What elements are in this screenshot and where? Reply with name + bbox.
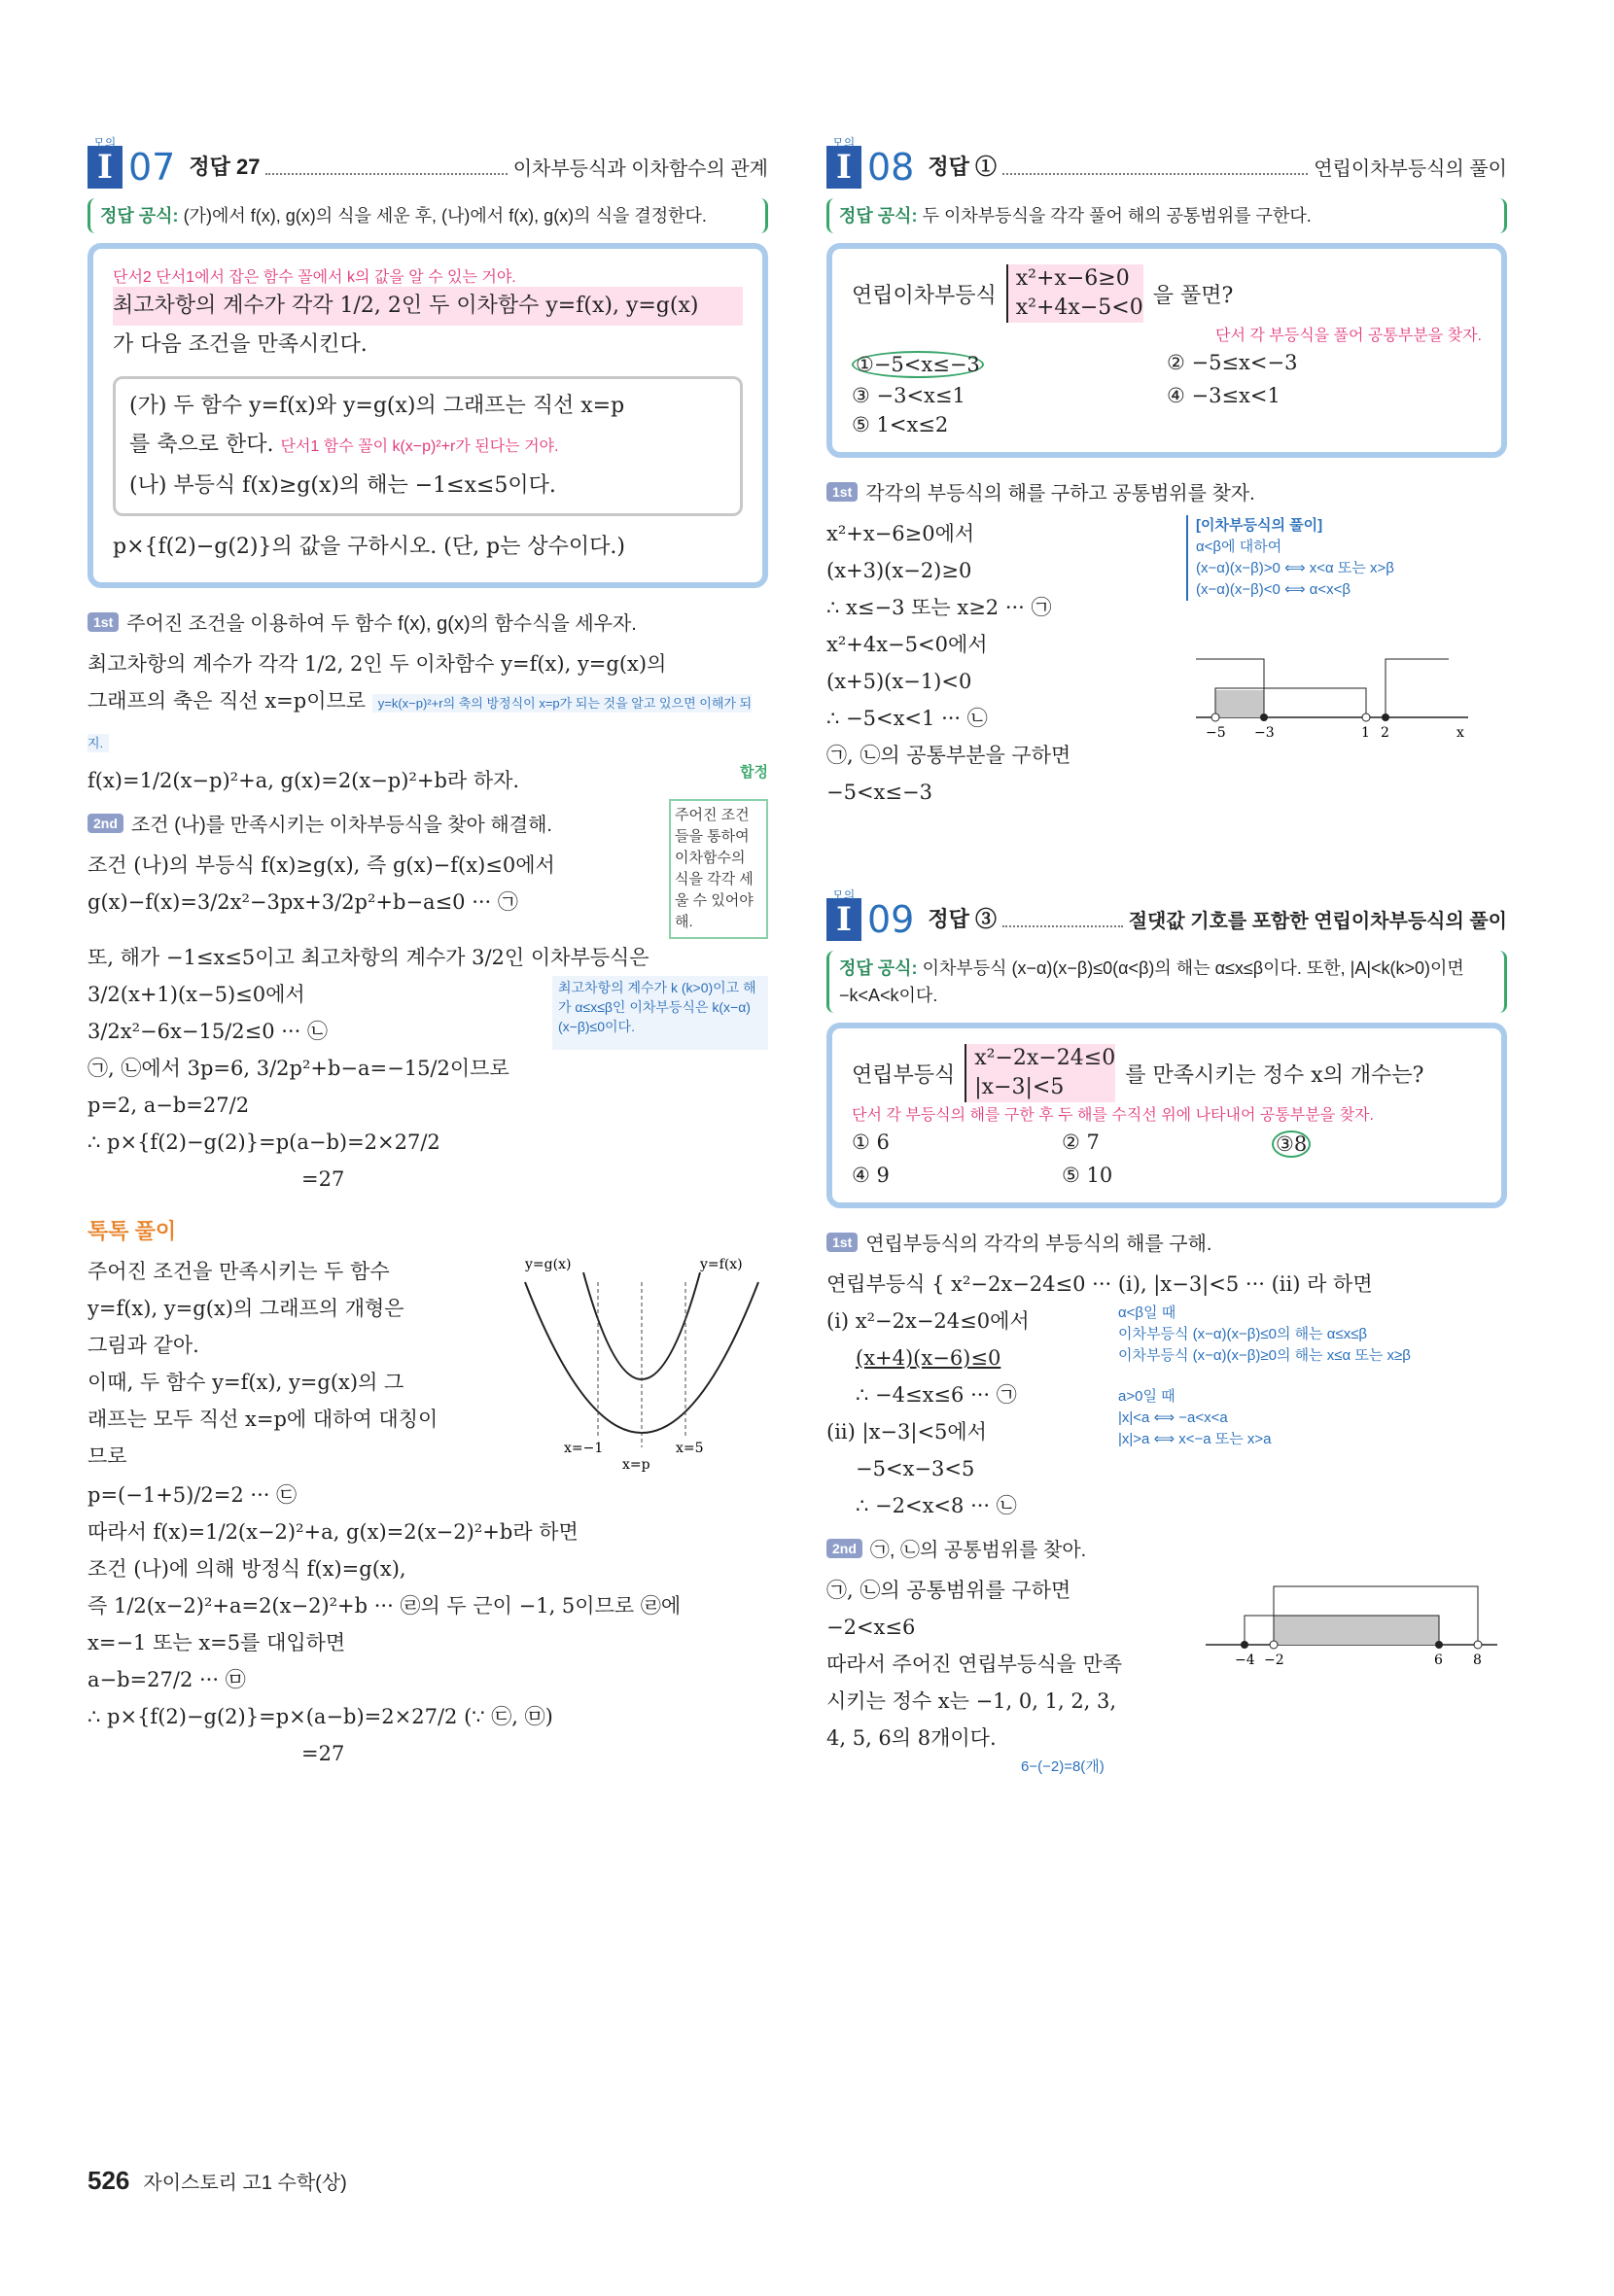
step-title: ㉠, ㉡의 공통범위를 찾아. [869, 1540, 1087, 1561]
solution-line: ∴ −4≤x≤6 ··· ㉠ [856, 1383, 1017, 1407]
step-1 [88, 608, 768, 636]
toktok-line: 따라서 f(x)=1/2(x−2)²+a, g(x)=2(x−2)²+b라 하면 [88, 1520, 579, 1544]
step-badge: 2nd [826, 1539, 862, 1558]
solution-line: ㉠, ㉡의 공통범위를 구하면 [826, 1579, 1071, 1602]
note-1 [1118, 1303, 1507, 1367]
number-line-08 [1186, 640, 1478, 747]
problem-08 [826, 136, 1507, 811]
solution-line: 그래프의 축은 직선 x=p이므로 [88, 689, 367, 713]
toktok-line: 주어진 조건을 만족시키는 두 함수 [88, 1260, 390, 1283]
point-m2 [1270, 1641, 1278, 1649]
graph-label-f: y=f(x) [700, 1257, 743, 1272]
choice-2[interactable]: ② −5≤x<−3 [1167, 351, 1298, 374]
toktok-line: 이때, 두 함수 y=f(x), y=g(x)의 그 [88, 1371, 404, 1394]
solution-line: f(x)=1/2(x−p)²+a, g(x)=2(x−p)²+b라 하자. [88, 769, 520, 792]
solution-line: ∴ x≤−3 또는 x≥2 ··· ㉠ [826, 596, 1052, 619]
question-box [826, 1023, 1507, 1208]
problem-topic: 절댓값 기호를 포함한 연립이차부등식의 풀이 [1128, 911, 1507, 932]
unit-badge: I [88, 146, 123, 189]
nl-label: 1 [1361, 725, 1370, 741]
formula-text: 이차부등식 (x−α)(x−β)≤0(α<β)의 해는 α≤x≤β이다. 또한, |A|<k(k>0)이면 −k<A<k이다. [839, 958, 1464, 1005]
solution-line: 3/2(x+1)(x−5)≤0에서 [88, 983, 305, 1006]
hint: 단서2 단서1에서 잡은 함수 꼴에서 k의 값을 알 수 있는 거야. [113, 269, 516, 286]
hint: 단서1 함수 꼴이 k(x−p)²+r가 된다는 거야. [280, 438, 559, 455]
step-badge: 1st [88, 612, 119, 632]
step-title: 연립부등식의 각각의 부등식의 해를 구해. [865, 1234, 1212, 1255]
question-suffix: 를 만족시키는 정수 x의 개수는? [1125, 1062, 1424, 1088]
solution-line: g(x)−f(x)=3/2x²−3px+3/2p²+b−a≤0 ··· ㉠ [88, 890, 518, 914]
unit-badge: I [826, 898, 861, 941]
question-line: 최고차항의 계수가 각각 1/2, 2인 두 이차함수 y=f(x), y=g(x) [113, 287, 743, 326]
solution-line: (x+3)(x−2)≥0 [826, 559, 972, 582]
common-region [1274, 1616, 1439, 1645]
question-suffix: 을 풀면? [1152, 283, 1234, 308]
formula-text: 두 이차부등식을 각각 풀어 해의 공통범위를 구한다. [922, 206, 1312, 226]
step-2 [88, 809, 661, 837]
note-line: α<β에 대하여 [1196, 539, 1282, 555]
inequality-note [1186, 515, 1507, 601]
solution-line: =27 [301, 1167, 345, 1191]
nl-label: x [1456, 725, 1464, 741]
solution-line: ∴ −2<x<8 ··· ㉡ [856, 1494, 1017, 1517]
note-line: |x|<a ⟺ −a<x<a [1118, 1409, 1228, 1426]
moui-label: 모의 [93, 136, 117, 150]
number-line-09 [1196, 1572, 1507, 1679]
choice-1[interactable]: ① 6 [852, 1131, 890, 1154]
problem-08-header [826, 136, 1507, 189]
solution-line: x²+x−6≥0에서 [826, 522, 975, 545]
hint: 단서 각 부등식의 해를 구한 후 두 해를 수직선 위에 나타내어 공통부분을 찾자. [852, 1107, 1374, 1124]
nl-label: −2 [1264, 1652, 1284, 1668]
choice-5[interactable]: ⑤ 1<x≤2 [852, 413, 949, 436]
nl-label: 6 [1434, 1652, 1443, 1668]
leader-dots [1002, 925, 1123, 927]
problem-09-header [826, 888, 1507, 941]
choice-5[interactable]: ⑤ 10 [1062, 1164, 1113, 1187]
nl-label: 2 [1381, 725, 1389, 741]
note-line: |x|>a ⟺ x<−a 또는 x>a [1118, 1431, 1272, 1447]
formula-label: 정답 공식: [839, 958, 918, 978]
moui-label: 모의 [832, 136, 856, 150]
solution-line: 따라서 주어진 연립부등식을 만족 [826, 1652, 1123, 1676]
answer: 정답 ③ [928, 907, 997, 931]
choices [852, 1131, 1482, 1187]
choice-3[interactable]: ③ −3<x≤1 [852, 384, 965, 407]
question-prefix: 연립이차부등식 [852, 283, 997, 308]
condition-b: (나) 부등식 f(x)≥g(x)의 해는 −1≤x≤5이다. [129, 473, 556, 498]
choice-4[interactable]: ④ 9 [852, 1164, 890, 1187]
graph-label-x5: x=5 [676, 1441, 704, 1456]
nl-label: 8 [1473, 1652, 1482, 1668]
solution-line: 조건 (나)의 부등식 f(x)≥g(x), 즉 g(x)−f(x)≤0에서 [88, 853, 555, 877]
system-eq-1: x²−2x−24≤0 [974, 1046, 1116, 1070]
step-title: 주어진 조건을 이용하여 두 함수 f(x), g(x)의 함수식을 세우자. [126, 613, 637, 635]
answer-formula [88, 198, 768, 233]
solution-line: 최고차항의 계수가 각각 1/2, 2인 두 이차함수 y=f(x), y=g(x)의 [88, 652, 667, 676]
solution-line: 또, 해가 −1≤x≤5이고 최고차항의 계수가 3/2인 이차부등식은 [88, 946, 649, 969]
problem-topic: 연립이차부등식의 풀이 [1314, 158, 1507, 180]
point-6 [1435, 1641, 1443, 1649]
toktok-line: 조건 (나)에 의해 방정식 f(x)=g(x), [88, 1557, 406, 1581]
solution-line: (x+5)(x−1)<0 [826, 670, 972, 693]
step-1 [826, 477, 1507, 505]
solution-line: p=2, a−b=27/2 [88, 1094, 250, 1117]
answer-formula [826, 198, 1507, 233]
page-number: 526 [88, 2166, 130, 2195]
step-badge: 1st [826, 482, 858, 502]
problem-topic: 이차부등식과 이차함수의 관계 [512, 158, 768, 180]
point-m4 [1241, 1641, 1248, 1649]
condition-a2: 를 축으로 한다. [129, 433, 274, 457]
choice-1[interactable]: ①−5<x≤−3 [852, 351, 984, 378]
problem-number: 09 [867, 898, 915, 941]
graph-label-xm1: x=−1 [564, 1441, 604, 1456]
unit-badge: I [826, 146, 861, 189]
formula-text: (가)에서 f(x), g(x)의 식을 세운 후, (나)에서 f(x), g(x)의 식을 결정한다. [183, 206, 707, 226]
solution-line: (i) x²−2x−24≤0에서 [826, 1309, 1030, 1333]
problem-number: 08 [867, 146, 915, 189]
note-line: 이차부등식 (x−α)(x−β)≤0의 해는 α≤x≤β [1118, 1326, 1368, 1342]
note-line: a>0일 때 [1118, 1388, 1175, 1405]
graph-label-xp: x=p [622, 1457, 650, 1473]
side-note: 최고차항의 계수가 k (k>0)이고 해가 α≤x≤β인 이차부등식은 k(x−α)(x−β)≤0이다. [552, 976, 768, 1050]
solution-line: x²+4x−5<0에서 [826, 633, 988, 656]
step-title: 각각의 부등식의 해를 구하고 공통범위를 찾자. [865, 483, 1255, 504]
question-line: 가 다음 조건을 만족시킨다. [113, 332, 368, 357]
common-region [1215, 690, 1264, 717]
solution-line: 연립부등식 { x²−2x−24≤0 ··· (i), |x−3|<5 ··· (ii) 라 하면 [826, 1272, 1373, 1296]
step-badge: 2nd [88, 814, 123, 833]
formula-label: 정답 공식: [839, 206, 918, 226]
toktok-line: 래프는 모두 직선 x=p에 대하여 대칭이 [88, 1408, 439, 1431]
point-m3 [1260, 713, 1268, 721]
leader-dots [265, 173, 507, 175]
question-text: p×{f(2)−g(2)}의 값을 구하시오. (단, p는 상수이다.) [113, 535, 625, 559]
step-badge: 1st [826, 1233, 858, 1252]
step-2 [826, 1534, 1507, 1562]
solution-line: ㉠, ㉡의 공통부분을 구하면 [826, 744, 1071, 767]
solution-line: −5<x≤−3 [826, 781, 932, 804]
solution-line: ∴ −5<x<1 ··· ㉡ [826, 707, 988, 730]
book-title: 자이스토리 고1 수학(상) [143, 2173, 347, 2194]
toktok-line: y=f(x), y=g(x)의 그래프의 개형은 [88, 1297, 404, 1320]
step-title: 조건 (나)를 만족시키는 이차부등식을 찾아 해결해. [130, 815, 552, 836]
condition-a: (가) 두 함수 y=f(x)와 y=g(x)의 그래프는 직선 x=p [129, 394, 625, 418]
system-eq-2: |x−3|<5 [974, 1075, 1065, 1099]
formula-label: 정답 공식: [100, 206, 179, 226]
toktok-line: 그림과 같아. [88, 1334, 199, 1357]
problem-number: 07 [128, 146, 176, 189]
solution-line: 시키는 정수 x는 −1, 0, 1, 2, 3, [826, 1689, 1117, 1713]
moui-label: 모의 [832, 888, 856, 902]
page-footer [88, 2166, 347, 2196]
solution-line: ∴ p×{f(2)−g(2)}=p(a−b)=2×27/2 [88, 1131, 440, 1154]
nl-label: −5 [1206, 725, 1226, 741]
solution-line: (x+4)(x−6)≤0 [856, 1346, 1001, 1370]
toktok-line: a−b=27/2 ··· ㉤ [88, 1668, 246, 1691]
note-2 [1118, 1386, 1507, 1450]
solution-line: ㉠, ㉡에서 3p=6, 3/2p²+b−a=−15/2이므로 [88, 1057, 509, 1080]
hint: 단서 각 부등식을 풀어 공통부분을 찾자. [1215, 328, 1482, 344]
choices [852, 351, 1482, 436]
hapjeong-badge: 합정 [740, 764, 768, 781]
point-m5 [1211, 713, 1219, 721]
toktok-line: p=(−1+5)/2=2 ··· ㉢ [88, 1483, 298, 1507]
toktok-line: x=−1 또는 x=5를 대입하면 [88, 1631, 346, 1654]
parabola-graph [515, 1253, 768, 1477]
note-line: (x−α)(x−β)<0 ⟺ α<x<β [1196, 581, 1351, 598]
note-line: 이차부등식 (x−α)(x−β)≥0의 해는 x≤α 또는 x≥β [1118, 1347, 1411, 1364]
question-box [826, 243, 1507, 458]
choice-2[interactable]: ② 7 [1062, 1131, 1100, 1154]
count-note: 6−(−2)=8(개) [1021, 1758, 1105, 1775]
step-1 [826, 1228, 1507, 1256]
question-prefix: 연립부등식 [852, 1062, 956, 1088]
note-line: (x−α)(x−β)>0 ⟺ x<α 또는 x>β [1196, 560, 1394, 576]
note-line: α<β일 때 [1118, 1305, 1176, 1321]
problem-07-header [88, 136, 768, 189]
system-eq-2: x²+4x−5<0 [1015, 296, 1143, 320]
solution-line: −5<x−3<5 [856, 1457, 975, 1480]
answer: 정답 ① [928, 155, 997, 179]
graph-label-g: y=g(x) [525, 1257, 572, 1272]
solution-line: (ii) |x−3|<5에서 [826, 1420, 987, 1444]
leader-dots [1002, 173, 1308, 175]
system-eq-1: x²+x−6≥0 [1015, 266, 1130, 291]
right-column [826, 136, 1507, 1778]
answer-formula [826, 951, 1507, 1013]
toktok-line: =27 [301, 1742, 345, 1765]
solution-line: −2<x≤6 [826, 1616, 916, 1639]
conditions-box [113, 376, 743, 516]
nl-label: −3 [1254, 725, 1275, 741]
point-2 [1382, 713, 1389, 721]
solution-line: 3/2x²−6x−15/2≤0 ··· ㉡ [88, 1020, 328, 1043]
point-8 [1474, 1641, 1482, 1649]
problem-09 [826, 888, 1507, 1778]
problem-07 [88, 136, 768, 1772]
solution-line: 4, 5, 6의 8개이다. [826, 1726, 997, 1750]
toktok-line: ∴ p×{f(2)−g(2)}=p×(a−b)=2×27/2 (∵ ㉢, ㉤) [88, 1705, 553, 1728]
point-1 [1362, 713, 1370, 721]
hapjeong-note: 주어진 조건들을 통하여 이차함수의 식을 각각 세울 수 있어야 해. [669, 799, 768, 939]
toktok-line: 므로 [88, 1444, 127, 1468]
nl-label: −4 [1235, 1652, 1255, 1668]
range-1-right [1386, 659, 1449, 717]
choice-4[interactable]: ④ −3≤x<1 [1167, 384, 1281, 407]
choice-3[interactable]: ③8 [1272, 1131, 1311, 1158]
question-box [88, 243, 768, 588]
side-note: y=k(x−p)²+r의 축의 방정식이 x=p가 되는 것을 알고 있으면 이해가 되지. [88, 696, 753, 750]
note-title: [이차부등식의 풀이] [1196, 517, 1323, 534]
toktok-line: 즉 1/2(x−2)²+a=2(x−2)²+b ··· ㉣의 두 근이 −1, 5이므로 ㉣에 [88, 1594, 682, 1618]
answer: 정답 27 [189, 155, 261, 179]
toktok-title: 톡톡 풀이 [88, 1219, 177, 1243]
